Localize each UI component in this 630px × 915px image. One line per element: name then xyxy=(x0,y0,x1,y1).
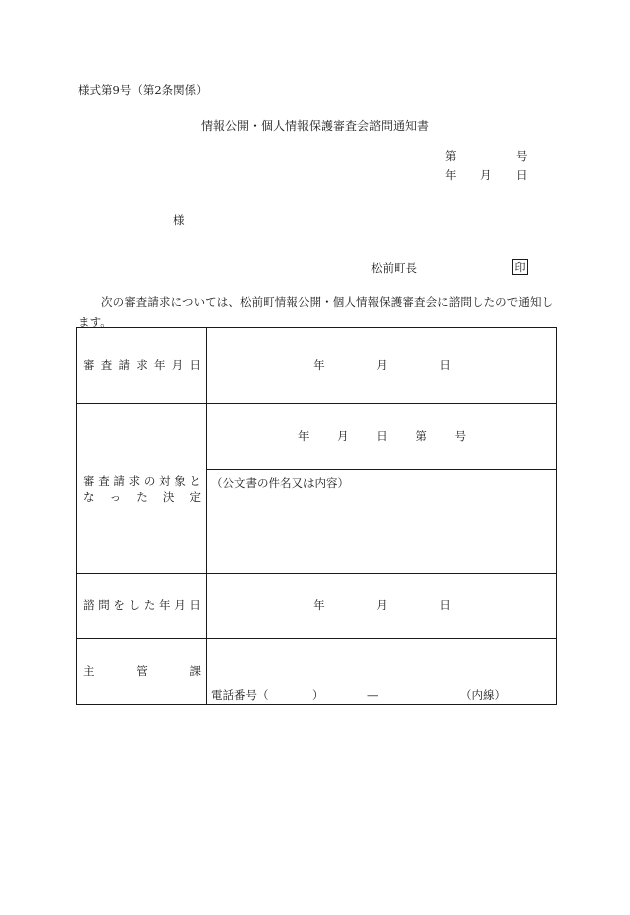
decision-date-value xyxy=(207,431,557,443)
request-date-label-text: 審 査 請 求 年 月 日 xyxy=(83,358,201,372)
number-go: 号 xyxy=(516,149,528,163)
seal-mark: 印 xyxy=(512,259,528,275)
inquiry-date-value xyxy=(207,600,557,612)
decision-month: 月 xyxy=(337,429,349,443)
decision-label-line2 xyxy=(83,492,201,504)
decision-day: 日 xyxy=(376,429,388,443)
issue-year: 年 xyxy=(445,168,457,182)
issue-day: 日 xyxy=(516,168,528,182)
column-divider xyxy=(206,328,207,704)
decision-label-line1-text: 審 査 請 求 の 対 象 と xyxy=(83,474,201,488)
document-content-note: （公文書の件名又は内容） xyxy=(211,476,349,490)
number-dai: 第 xyxy=(445,149,457,163)
request-month: 月 xyxy=(376,358,388,372)
decision-label-line1 xyxy=(83,476,201,488)
phone-label: 電話番号（ xyxy=(211,688,269,702)
issue-month: 月 xyxy=(480,168,492,182)
decision-go: 号 xyxy=(454,429,467,443)
inquiry-day: 日 xyxy=(439,598,451,612)
row-divider xyxy=(77,573,556,574)
inquiry-date-label xyxy=(83,600,201,612)
phone-close: ） xyxy=(312,688,324,702)
department-label xyxy=(83,666,201,678)
decision-label-line2-text: な っ た 決 定 xyxy=(83,490,201,504)
row-divider xyxy=(77,638,556,639)
inquiry-month: 月 xyxy=(376,598,388,612)
document-title: 情報公開・個人情報保護審査会諮問通知書 xyxy=(200,119,429,133)
decision-year: 年 xyxy=(297,429,310,443)
request-date-value xyxy=(207,360,557,372)
inquiry-year: 年 xyxy=(313,598,325,612)
request-day: 日 xyxy=(439,358,451,372)
decision-dai: 第 xyxy=(415,429,427,443)
inquiry-date-label-text: 諮 問 を し た 年 月 日 xyxy=(83,598,201,612)
request-date-label xyxy=(83,360,201,372)
addressee-suffix: 様 xyxy=(173,213,185,227)
row-divider xyxy=(77,403,556,404)
sender-name: 松前町長 xyxy=(371,261,417,275)
notification-table xyxy=(76,327,557,705)
phone-dash: — xyxy=(367,688,379,702)
department-label-text: 主 管 課 xyxy=(83,664,201,678)
phone-extension: （内線） xyxy=(460,688,506,702)
request-year: 年 xyxy=(313,358,325,372)
form-number: 様式第9号（第2条関係） xyxy=(78,83,208,97)
body-text: 次の審査請求については、松前町情報公開・個人情報保護審査会に諮問したので通知します。 xyxy=(78,295,554,329)
row-divider xyxy=(206,469,556,470)
